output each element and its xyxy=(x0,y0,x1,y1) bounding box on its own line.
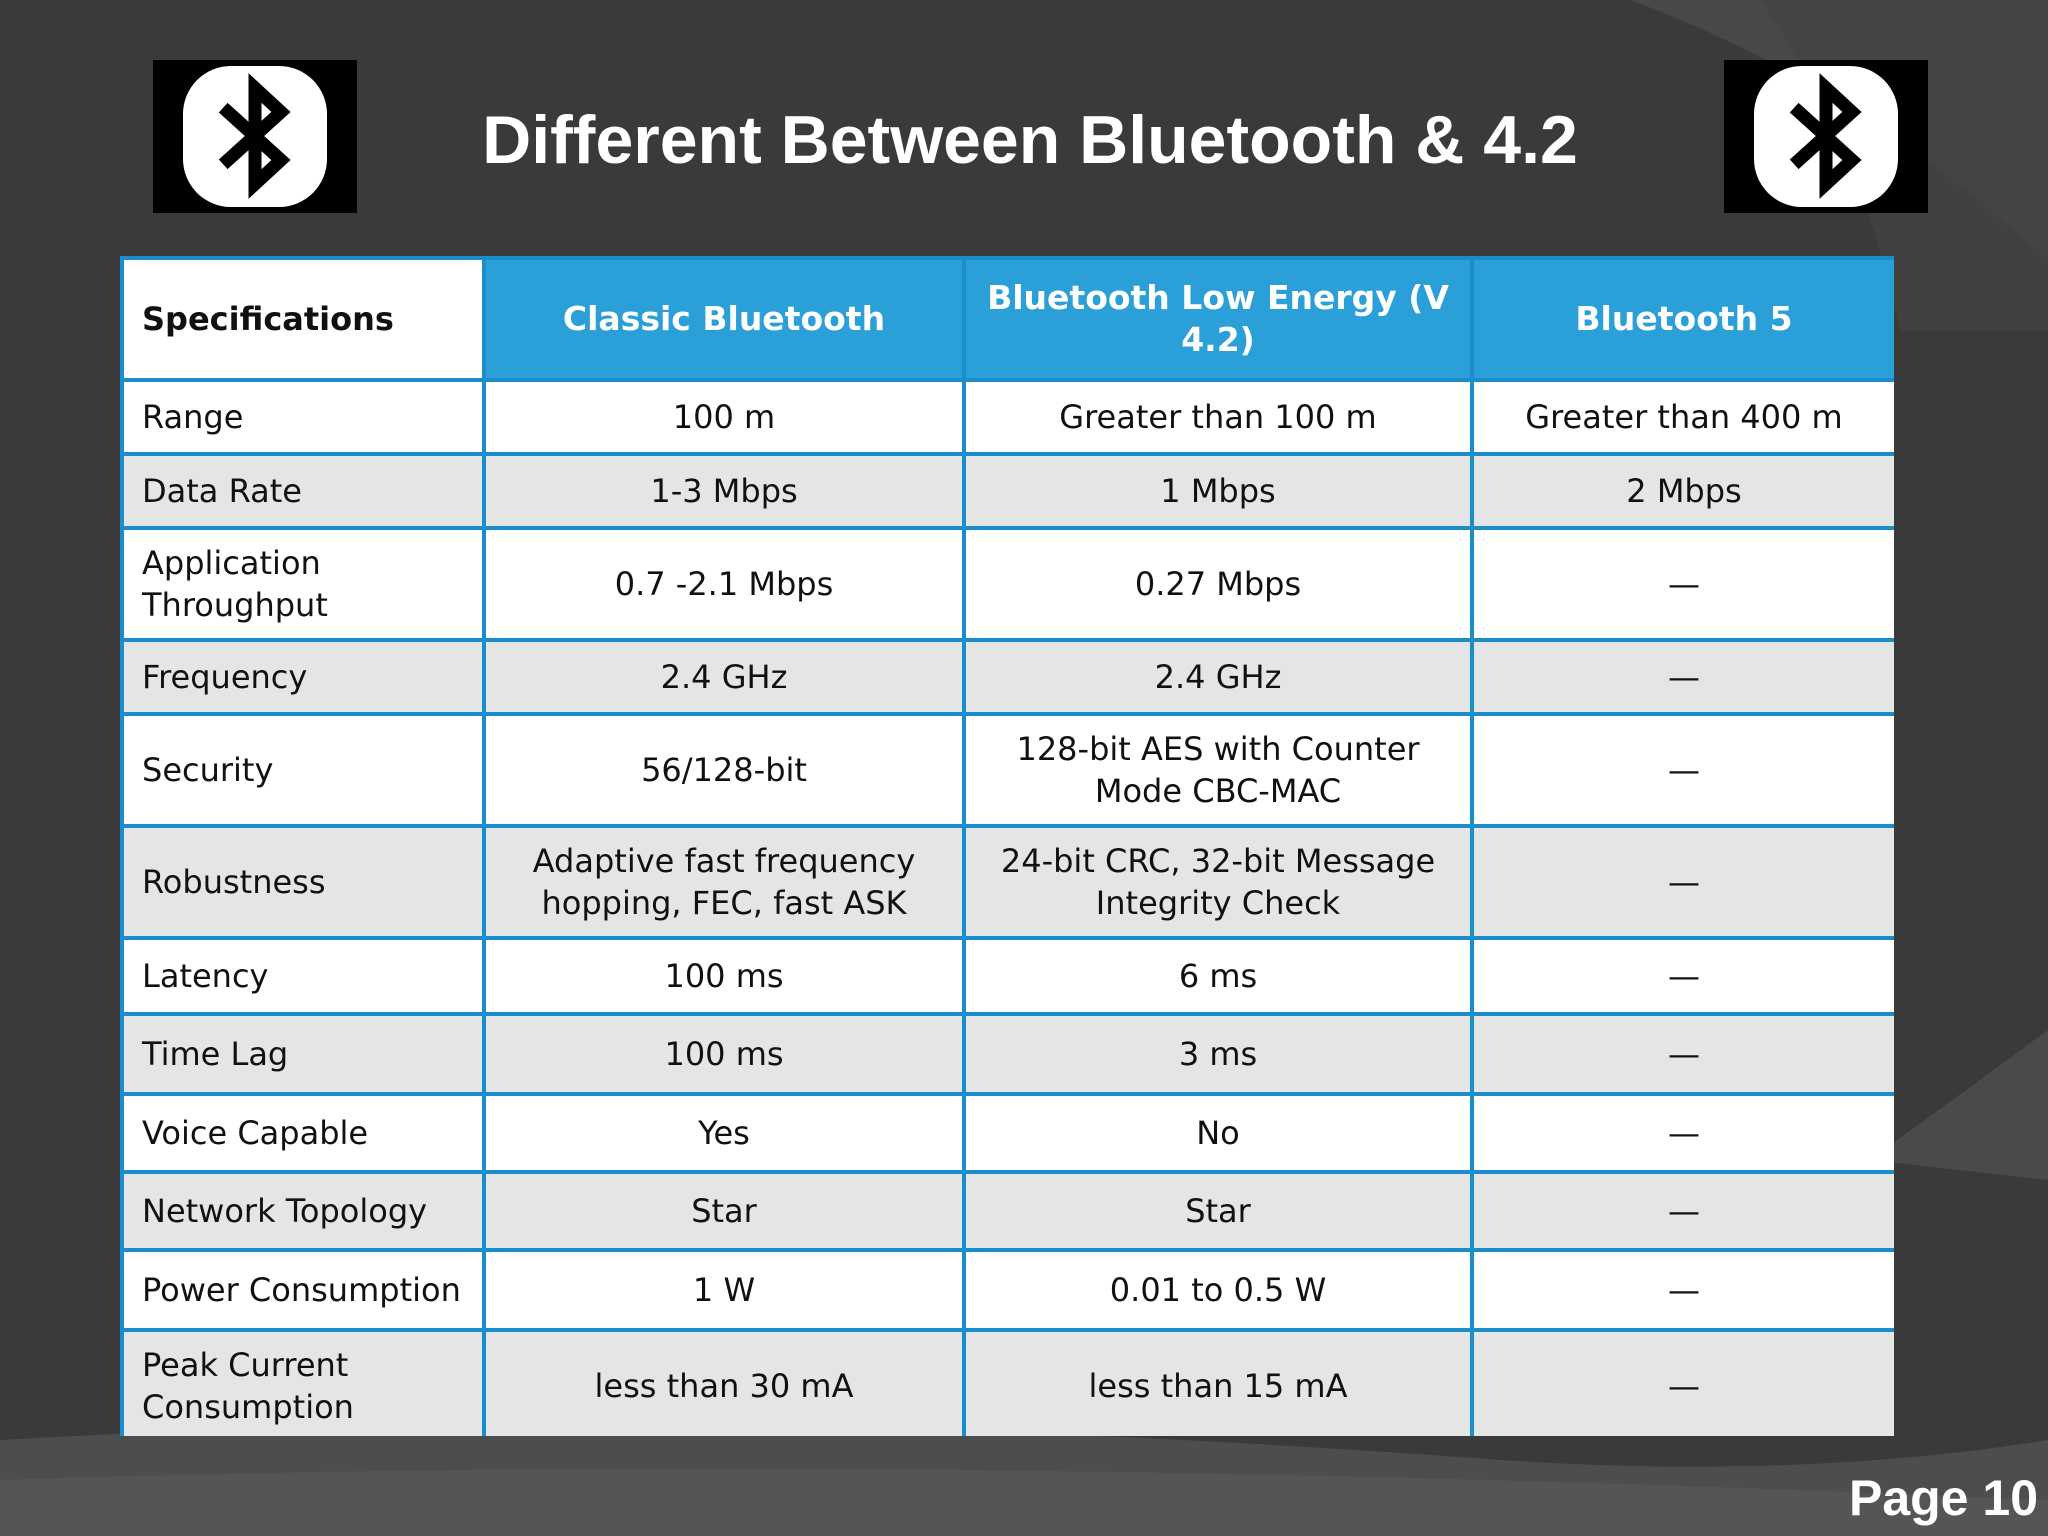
table-cell: 3 ms xyxy=(964,1014,1472,1094)
comparison-table xyxy=(120,256,1894,1436)
table-cell: — xyxy=(1472,1094,1894,1172)
header-bluetooth-5: Bluetooth 5 xyxy=(1472,258,1894,380)
table-row xyxy=(122,938,1894,1014)
table-cell: — xyxy=(1472,938,1894,1014)
row-label: Latency xyxy=(122,938,484,1014)
row-label: Time Lag xyxy=(122,1014,484,1094)
bluetooth-logo-left xyxy=(153,60,357,213)
table-cell: less than 30 mA xyxy=(484,1330,964,1436)
row-label: Robustness xyxy=(122,826,484,938)
bluetooth-icon xyxy=(153,60,357,213)
header-specifications: Specifications xyxy=(122,258,484,380)
table-cell: 100 m xyxy=(484,380,964,454)
table-cell: Adaptive fast frequency hopping, FEC, fast ASK xyxy=(484,826,964,938)
table-cell: — xyxy=(1472,1330,1894,1436)
row-label: Security xyxy=(122,714,484,826)
table-cell: 2.4 GHz xyxy=(484,640,964,714)
table-cell: 2.4 GHz xyxy=(964,640,1472,714)
table-cell: — xyxy=(1472,826,1894,938)
table-cell: No xyxy=(964,1094,1472,1172)
table-cell: Star xyxy=(964,1172,1472,1250)
comparison-table-container xyxy=(120,256,1894,1436)
table-row xyxy=(122,1172,1894,1250)
table-cell: less than 15 mA xyxy=(964,1330,1472,1436)
table-cell: 56/128-bit xyxy=(484,714,964,826)
bluetooth-icon xyxy=(1724,60,1928,213)
table-cell: 0.27 Mbps xyxy=(964,528,1472,640)
table-row xyxy=(122,1330,1894,1436)
table-cell: — xyxy=(1472,1172,1894,1250)
table-row xyxy=(122,640,1894,714)
table-cell: — xyxy=(1472,528,1894,640)
table-row xyxy=(122,380,1894,454)
table-cell: 0.01 to 0.5 W xyxy=(964,1250,1472,1330)
row-label: Application Throughput xyxy=(122,528,484,640)
table-cell: — xyxy=(1472,1014,1894,1094)
table-cell: 24-bit CRC, 32-bit Message Integrity Check xyxy=(964,826,1472,938)
table-cell: — xyxy=(1472,714,1894,826)
table-row xyxy=(122,826,1894,938)
table-row xyxy=(122,714,1894,826)
table-header-row xyxy=(122,258,1894,380)
row-label: Frequency xyxy=(122,640,484,714)
table-row xyxy=(122,1250,1894,1330)
table-cell: Yes xyxy=(484,1094,964,1172)
row-label: Peak Current Consumption xyxy=(122,1330,484,1436)
table-cell: 0.7 -2.1 Mbps xyxy=(484,528,964,640)
table-cell: 100 ms xyxy=(484,1014,964,1094)
bluetooth-logo-right xyxy=(1724,60,1928,213)
row-label: Voice Capable xyxy=(122,1094,484,1172)
table-cell: Greater than 400 m xyxy=(1472,380,1894,454)
slide-title: Different Between Bluetooth & 4.2 xyxy=(482,102,1578,178)
table-cell: 6 ms xyxy=(964,938,1472,1014)
page-number: Page 10 xyxy=(1848,1470,2038,1526)
table-row xyxy=(122,1094,1894,1172)
table-cell: 1 Mbps xyxy=(964,454,1472,528)
table-cell: 2 Mbps xyxy=(1472,454,1894,528)
header-classic-bluetooth: Classic Bluetooth xyxy=(484,258,964,380)
table-cell: 128-bit AES with Counter Mode CBC-MAC xyxy=(964,714,1472,826)
table-cell: — xyxy=(1472,640,1894,714)
table-row xyxy=(122,1014,1894,1094)
table-cell: Greater than 100 m xyxy=(964,380,1472,454)
row-label: Data Rate xyxy=(122,454,484,528)
row-label: Power Consumption xyxy=(122,1250,484,1330)
row-label: Network Topology xyxy=(122,1172,484,1250)
table-row xyxy=(122,528,1894,640)
row-label: Range xyxy=(122,380,484,454)
table-cell: — xyxy=(1472,1250,1894,1330)
table-cell: Star xyxy=(484,1172,964,1250)
header-bluetooth-low-energy: Bluetooth Low Energy (V 4.2) xyxy=(964,258,1472,380)
table-cell: 1-3 Mbps xyxy=(484,454,964,528)
table-cell: 100 ms xyxy=(484,938,964,1014)
table-row xyxy=(122,454,1894,528)
table-cell: 1 W xyxy=(484,1250,964,1330)
